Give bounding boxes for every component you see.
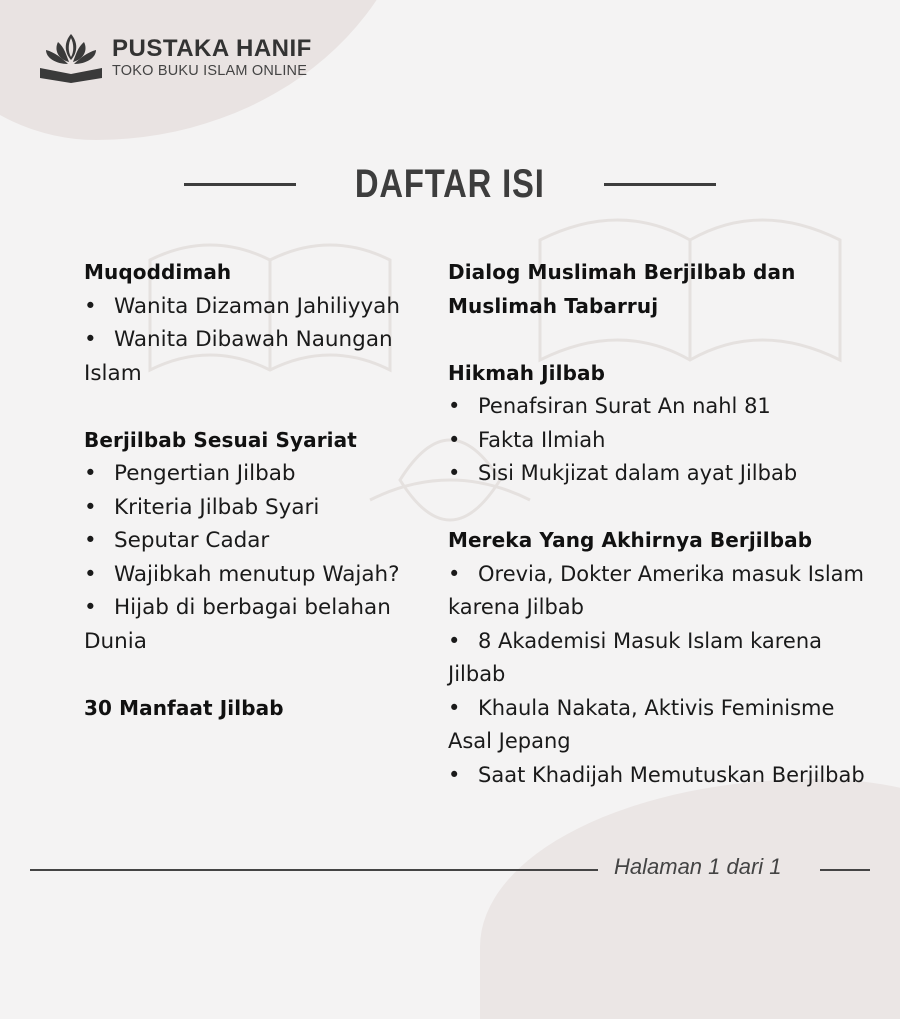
toc-item-text: Kriteria Jilbab Syari	[114, 494, 320, 520]
toc-item-text: Fakta Ilmiah	[478, 427, 606, 452]
toc-item-text: Penafsiran Surat An nahl 81	[478, 394, 771, 418]
toc-item-text: Hijab di berbagai belahan Dunia	[84, 595, 391, 654]
footer-divider-left	[30, 869, 598, 871]
bullet-icon: •	[84, 327, 97, 352]
brand-logo	[38, 32, 312, 84]
bullet-icon: •	[448, 695, 461, 720]
bullet-icon: •	[84, 461, 97, 486]
toc-section-heading: Hikmah Jilbab	[448, 360, 606, 385]
toc-section-heading: 30 Manfaat Jilbab	[84, 695, 284, 720]
bullet-icon: •	[84, 561, 97, 587]
toc-section	[84, 692, 414, 726]
toc-item	[84, 323, 414, 390]
toc-item-text: Wanita Dibawah Naungan Islam	[84, 327, 393, 386]
brand-tagline: TOKO BUKU ISLAM ONLINE	[112, 63, 308, 79]
bullet-icon: •	[84, 528, 97, 553]
title-divider-left	[184, 183, 296, 186]
toc-section	[448, 524, 868, 792]
bullet-icon: •	[448, 427, 461, 452]
page-title: DAFTAR ISI	[355, 162, 545, 206]
toc-item	[448, 424, 868, 458]
toc-left-column	[84, 256, 414, 759]
toc-item	[448, 759, 868, 793]
toc-item-text: Wanita Dizaman Jahiliyyah	[114, 293, 400, 319]
footer-divider-right	[820, 869, 870, 871]
toc-section	[84, 424, 414, 659]
brand-name: PUSTAKA HANIF	[112, 35, 312, 62]
toc-item	[84, 457, 414, 491]
toc-item	[84, 290, 414, 324]
toc-item-text: Wajibkah menutup Wajah?	[114, 561, 400, 587]
toc-item	[448, 625, 868, 692]
toc-section	[448, 256, 868, 323]
toc-item	[448, 390, 868, 424]
page-number: Halaman 1 dari 1	[614, 854, 782, 879]
bullet-icon: •	[448, 461, 461, 485]
toc-section-heading: Berjilbab Sesuai Syariat	[84, 427, 357, 452]
bullet-icon: •	[448, 561, 461, 586]
toc-item-text: Sisi Mukjizat dalam ayat Jilbab	[478, 461, 798, 485]
book-lotus-logo-icon	[38, 32, 104, 84]
toc-item-text: Saat Khadijah Memutuskan Berjilbab	[478, 762, 865, 787]
bullet-icon: •	[448, 762, 461, 787]
toc-section	[84, 256, 414, 390]
toc-section-heading: Mereka Yang Akhirnya Berjilbab	[448, 528, 813, 552]
bullet-icon: •	[84, 595, 97, 620]
toc-item-text: Orevia, Dokter Amerika masuk Islam karena Jilbab	[448, 561, 864, 619]
title-divider-right	[604, 183, 716, 186]
toc-item-text: Pengertian Jilbab	[114, 461, 296, 486]
toc-item-text: Seputar Cadar	[114, 528, 270, 553]
toc-item	[84, 591, 414, 658]
toc-item	[448, 692, 868, 759]
toc-item	[448, 558, 868, 625]
toc-item-text: 8 Akademisi Masuk Islam karena Jilbab	[448, 628, 823, 686]
toc-item-text: Khaula Nakata, Aktivis Feminisme Asal Jepang	[448, 695, 835, 753]
toc-section-heading: Muqoddimah	[84, 260, 232, 284]
toc-section-heading: Dialog Muslimah Berjilbab dan Muslimah Tabarruj	[448, 260, 796, 318]
toc-item	[84, 524, 414, 558]
toc-item	[84, 491, 414, 525]
page-footer	[0, 852, 900, 888]
toc-item	[84, 558, 414, 592]
bullet-icon: •	[84, 293, 97, 319]
toc-item	[448, 457, 868, 491]
title-row	[0, 162, 900, 207]
toc-right-column	[448, 256, 868, 826]
bullet-icon: •	[84, 494, 97, 520]
bullet-icon: •	[448, 394, 461, 418]
bullet-icon: •	[448, 628, 461, 653]
toc-section	[448, 357, 868, 491]
